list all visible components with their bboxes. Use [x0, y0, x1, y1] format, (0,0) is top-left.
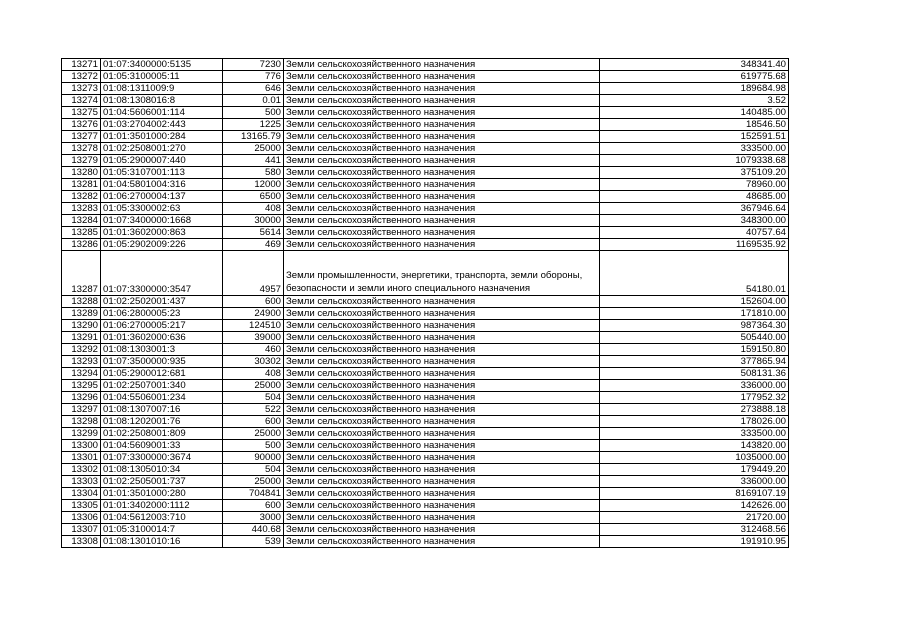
- cadastral-value-cell: 348300.00: [600, 215, 789, 227]
- cadastral-value-cell: 189684.98: [600, 83, 789, 95]
- table-row: [62, 179, 789, 191]
- cadastral-number-cell: 01:08:1303001:3: [101, 344, 223, 356]
- cadastral-value-cell: 140485.00: [600, 107, 789, 119]
- cadastral-number-cell: 01:01:3602000:636: [101, 332, 223, 344]
- row-number-cell: 13305: [62, 500, 101, 512]
- land-category-cell: Земли сельскохозяйственного назначения: [284, 428, 600, 440]
- area-cell: 30302: [223, 356, 284, 368]
- cadastral-number-cell: 01:05:3100014:7: [101, 524, 223, 536]
- area-cell: 408: [223, 203, 284, 215]
- land-category-cell: Земли сельскохозяйственного назначения: [284, 203, 600, 215]
- cadastral-value-cell: 333500.00: [600, 143, 789, 155]
- cadastral-value-cell: 987364.30: [600, 320, 789, 332]
- land-category-cell: Земли сельскохозяйственного назначения: [284, 512, 600, 524]
- cadastral-value-cell: 1079338.68: [600, 155, 789, 167]
- land-category-cell: Земли сельскохозяйственного назначения: [284, 500, 600, 512]
- cadastral-number-cell: 01:01:3402000:1112: [101, 500, 223, 512]
- cadastral-value-cell: 8169107.19: [600, 488, 789, 500]
- row-number-cell: 13281: [62, 179, 101, 191]
- area-cell: 522: [223, 404, 284, 416]
- cadastral-number-cell: 01:02:2507001:340: [101, 380, 223, 392]
- table-row: [62, 83, 789, 95]
- area-cell: 25000: [223, 143, 284, 155]
- row-number-cell: 13291: [62, 332, 101, 344]
- table-row: [62, 191, 789, 203]
- cadastral-number-cell: 01:01:3501000:280: [101, 488, 223, 500]
- land-category-cell: Земли сельскохозяйственного назначения: [284, 368, 600, 380]
- table-row: [62, 356, 789, 368]
- cadastral-value-cell: 191910.95: [600, 536, 789, 548]
- cadastral-number-cell: 01:08:1202001:76: [101, 416, 223, 428]
- land-category-cell: Земли сельскохозяйственного назначения: [284, 440, 600, 452]
- land-category-cell: Земли сельскохозяйственного назначения: [284, 59, 600, 71]
- area-cell: 646: [223, 83, 284, 95]
- land-category-cell: Земли сельскохозяйственного назначения: [284, 167, 600, 179]
- row-number-cell: 13301: [62, 452, 101, 464]
- area-cell: 12000: [223, 179, 284, 191]
- cadastral-value-cell: 1035000.00: [600, 452, 789, 464]
- cadastral-value-cell: 178026.00: [600, 416, 789, 428]
- area-cell: 469: [223, 239, 284, 251]
- table-row: [62, 143, 789, 155]
- row-number-cell: 13275: [62, 107, 101, 119]
- cadastral-number-cell: 01:05:2900012:681: [101, 368, 223, 380]
- table-row: [62, 251, 789, 296]
- row-number-cell: 13299: [62, 428, 101, 440]
- cadastral-value-cell: 177952.32: [600, 392, 789, 404]
- area-cell: 13165.79: [223, 131, 284, 143]
- land-category-cell: Земли сельскохозяйственного назначения: [284, 143, 600, 155]
- row-number-cell: 13284: [62, 215, 101, 227]
- land-category-cell: Земли сельскохозяйственного назначения: [284, 155, 600, 167]
- cadastral-value-cell: 1169535.92: [600, 239, 789, 251]
- table-row: [62, 512, 789, 524]
- cadastral-value-cell: 142626.00: [600, 500, 789, 512]
- land-parcel-table: [61, 58, 789, 548]
- cadastral-value-cell: 375109.20: [600, 167, 789, 179]
- row-number-cell: 13285: [62, 227, 101, 239]
- cadastral-value-cell: 54180.01: [600, 251, 789, 296]
- area-cell: 5614: [223, 227, 284, 239]
- row-number-cell: 13272: [62, 71, 101, 83]
- table-row: [62, 332, 789, 344]
- area-cell: 408: [223, 368, 284, 380]
- cadastral-number-cell: 01:04:5609001:33: [101, 440, 223, 452]
- area-cell: 0.01: [223, 95, 284, 107]
- table-row: [62, 95, 789, 107]
- cadastral-number-cell: 01:06:2800005:23: [101, 308, 223, 320]
- table-row: [62, 524, 789, 536]
- cadastral-number-cell: 01:01:3501000:284: [101, 131, 223, 143]
- cadastral-number-cell: 01:07:3500000:935: [101, 356, 223, 368]
- area-cell: 704841: [223, 488, 284, 500]
- table-row: [62, 239, 789, 251]
- cadastral-value-cell: 21720.00: [600, 512, 789, 524]
- row-number-cell: 13304: [62, 488, 101, 500]
- cadastral-number-cell: 01:05:2900007:440: [101, 155, 223, 167]
- area-cell: 539: [223, 536, 284, 548]
- table-row: [62, 392, 789, 404]
- area-cell: 504: [223, 392, 284, 404]
- area-cell: 441: [223, 155, 284, 167]
- table-row: [62, 368, 789, 380]
- cadastral-number-cell: 01:07:3400000:5135: [101, 59, 223, 71]
- area-cell: 30000: [223, 215, 284, 227]
- area-cell: 600: [223, 296, 284, 308]
- land-category-cell: Земли сельскохозяйственного назначения: [284, 380, 600, 392]
- table-row: [62, 227, 789, 239]
- area-cell: 500: [223, 440, 284, 452]
- cadastral-number-cell: 01:08:1308016:8: [101, 95, 223, 107]
- cadastral-number-cell: 01:07:3300000:3547: [101, 251, 223, 296]
- land-category-cell: Земли сельскохозяйственного назначения: [284, 227, 600, 239]
- row-number-cell: 13306: [62, 512, 101, 524]
- land-category-cell: Земли сельскохозяйственного назначения: [284, 356, 600, 368]
- row-number-cell: 13308: [62, 536, 101, 548]
- cadastral-number-cell: 01:04:5801004:316: [101, 179, 223, 191]
- cadastral-value-cell: 152591.51: [600, 131, 789, 143]
- row-number-cell: 13307: [62, 524, 101, 536]
- area-cell: 460: [223, 344, 284, 356]
- land-category-cell: Земли сельскохозяйственного назначения: [284, 392, 600, 404]
- table-row: [62, 119, 789, 131]
- area-cell: 25000: [223, 380, 284, 392]
- cadastral-number-cell: 01:08:1301010:16: [101, 536, 223, 548]
- land-category-cell: Земли сельскохозяйственного назначения: [284, 476, 600, 488]
- row-number-cell: 13283: [62, 203, 101, 215]
- row-number-cell: 13298: [62, 416, 101, 428]
- area-cell: 776: [223, 71, 284, 83]
- row-number-cell: 13287: [62, 251, 101, 296]
- table-row: [62, 452, 789, 464]
- table-row: [62, 536, 789, 548]
- cadastral-value-cell: 159150.80: [600, 344, 789, 356]
- cadastral-number-cell: 01:05:3300002:63: [101, 203, 223, 215]
- area-cell: 504: [223, 464, 284, 476]
- cadastral-value-cell: 48685.00: [600, 191, 789, 203]
- cadastral-number-cell: 01:08:1307007:16: [101, 404, 223, 416]
- land-category-cell: Земли сельскохозяйственного назначения: [284, 536, 600, 548]
- land-category-cell: Земли сельскохозяйственного назначения: [284, 452, 600, 464]
- cadastral-value-cell: 152604.00: [600, 296, 789, 308]
- row-number-cell: 13290: [62, 320, 101, 332]
- area-cell: 39000: [223, 332, 284, 344]
- row-number-cell: 13289: [62, 308, 101, 320]
- land-category-cell: Земли промышленности, энергетики, транспорта, земли обороны, безопасности и земли иного специального назначения: [284, 251, 600, 296]
- land-category-cell: Земли сельскохозяйственного назначения: [284, 416, 600, 428]
- land-category-cell: Земли сельскохозяйственного назначения: [284, 191, 600, 203]
- row-number-cell: 13297: [62, 404, 101, 416]
- cadastral-number-cell: 01:02:2502001:437: [101, 296, 223, 308]
- cadastral-number-cell: 01:08:1311009:9: [101, 83, 223, 95]
- area-cell: 600: [223, 500, 284, 512]
- table-row: [62, 344, 789, 356]
- row-number-cell: 13278: [62, 143, 101, 155]
- cadastral-value-cell: 3.52: [600, 95, 789, 107]
- area-cell: 4957: [223, 251, 284, 296]
- land-category-cell: Земли сельскохозяйственного назначения: [284, 179, 600, 191]
- cadastral-number-cell: 01:01:3602000:863: [101, 227, 223, 239]
- table-row: [62, 416, 789, 428]
- row-number-cell: 13277: [62, 131, 101, 143]
- cadastral-value-cell: 312468.56: [600, 524, 789, 536]
- area-cell: 25000: [223, 476, 284, 488]
- land-category-cell: Земли сельскохозяйственного назначения: [284, 215, 600, 227]
- row-number-cell: 13292: [62, 344, 101, 356]
- land-category-cell: Земли сельскохозяйственного назначения: [284, 239, 600, 251]
- row-number-cell: 13300: [62, 440, 101, 452]
- table-row: [62, 380, 789, 392]
- area-cell: 600: [223, 416, 284, 428]
- land-category-cell: Земли сельскохозяйственного назначения: [284, 308, 600, 320]
- land-category-cell: Земли сельскохозяйственного назначения: [284, 95, 600, 107]
- cadastral-value-cell: 367946.64: [600, 203, 789, 215]
- area-cell: 500: [223, 107, 284, 119]
- table-row: [62, 320, 789, 332]
- table-row: [62, 308, 789, 320]
- cadastral-value-cell: 143820.00: [600, 440, 789, 452]
- cadastral-number-cell: 01:04:5606001:114: [101, 107, 223, 119]
- land-category-cell: Земли сельскохозяйственного назначения: [284, 107, 600, 119]
- cadastral-number-cell: 01:04:5506001:234: [101, 392, 223, 404]
- area-cell: 440.68: [223, 524, 284, 536]
- cadastral-number-cell: 01:06:2700004:137: [101, 191, 223, 203]
- table-row: [62, 296, 789, 308]
- cadastral-number-cell: 01:03:2704002:443: [101, 119, 223, 131]
- land-category-cell: Земли сельскохозяйственного назначения: [284, 320, 600, 332]
- table-row: [62, 71, 789, 83]
- row-number-cell: 13279: [62, 155, 101, 167]
- land-category-cell: Земли сельскохозяйственного назначения: [284, 296, 600, 308]
- land-category-cell: Земли сельскохозяйственного назначения: [284, 332, 600, 344]
- cadastral-number-cell: 01:06:2700005:217: [101, 320, 223, 332]
- table-row: [62, 155, 789, 167]
- cadastral-value-cell: 336000.00: [600, 476, 789, 488]
- cadastral-number-cell: 01:02:2508001:270: [101, 143, 223, 155]
- cadastral-value-cell: 78960.00: [600, 179, 789, 191]
- table-row: [62, 131, 789, 143]
- area-cell: 124510: [223, 320, 284, 332]
- row-number-cell: 13280: [62, 167, 101, 179]
- cadastral-value-cell: 179449.20: [600, 464, 789, 476]
- table-row: [62, 203, 789, 215]
- area-cell: 90000: [223, 452, 284, 464]
- cadastral-value-cell: 505440.00: [600, 332, 789, 344]
- land-category-cell: Земли сельскохозяйственного назначения: [284, 404, 600, 416]
- land-category-cell: Земли сельскохозяйственного назначения: [284, 71, 600, 83]
- row-number-cell: 13273: [62, 83, 101, 95]
- land-category-cell: Земли сельскохозяйственного назначения: [284, 464, 600, 476]
- row-number-cell: 13303: [62, 476, 101, 488]
- row-number-cell: 13271: [62, 59, 101, 71]
- cadastral-value-cell: 40757.64: [600, 227, 789, 239]
- row-number-cell: 13302: [62, 464, 101, 476]
- cadastral-number-cell: 01:08:1305010:34: [101, 464, 223, 476]
- area-cell: 580: [223, 167, 284, 179]
- cadastral-number-cell: 01:07:3400000:1668: [101, 215, 223, 227]
- cadastral-value-cell: 333500.00: [600, 428, 789, 440]
- row-number-cell: 13286: [62, 239, 101, 251]
- table-row: [62, 500, 789, 512]
- row-number-cell: 13294: [62, 368, 101, 380]
- land-category-cell: Земли сельскохозяйственного назначения: [284, 83, 600, 95]
- table-row: [62, 107, 789, 119]
- table-row: [62, 440, 789, 452]
- area-cell: 1225: [223, 119, 284, 131]
- cadastral-value-cell: 171810.00: [600, 308, 789, 320]
- cadastral-number-cell: 01:02:2505001:737: [101, 476, 223, 488]
- table-row: [62, 215, 789, 227]
- cadastral-number-cell: 01:05:3100005:11: [101, 71, 223, 83]
- table-row: [62, 488, 789, 500]
- row-number-cell: 13282: [62, 191, 101, 203]
- cadastral-value-cell: 336000.00: [600, 380, 789, 392]
- cadastral-value-cell: 273888.18: [600, 404, 789, 416]
- row-number-cell: 13295: [62, 380, 101, 392]
- table-body: [62, 59, 789, 548]
- cadastral-number-cell: 01:05:3107001:113: [101, 167, 223, 179]
- area-cell: 24900: [223, 308, 284, 320]
- land-category-cell: Земли сельскохозяйственного назначения: [284, 119, 600, 131]
- row-number-cell: 13296: [62, 392, 101, 404]
- area-cell: 6500: [223, 191, 284, 203]
- land-category-cell: Земли сельскохозяйственного назначения: [284, 131, 600, 143]
- land-category-cell: Земли сельскохозяйственного назначения: [284, 524, 600, 536]
- land-category-cell: Земли сельскохозяйственного назначения: [284, 488, 600, 500]
- table-row: [62, 476, 789, 488]
- row-number-cell: 13293: [62, 356, 101, 368]
- cadastral-number-cell: 01:02:2508001:809: [101, 428, 223, 440]
- table-row: [62, 464, 789, 476]
- row-number-cell: 13288: [62, 296, 101, 308]
- area-cell: 3000: [223, 512, 284, 524]
- cadastral-value-cell: 619775.68: [600, 71, 789, 83]
- cadastral-number-cell: 01:04:5612003:710: [101, 512, 223, 524]
- cadastral-number-cell: 01:07:3300000:3674: [101, 452, 223, 464]
- table-row: [62, 428, 789, 440]
- table-row: [62, 167, 789, 179]
- cadastral-value-cell: 508131.36: [600, 368, 789, 380]
- cadastral-value-cell: 377865.94: [600, 356, 789, 368]
- row-number-cell: 13274: [62, 95, 101, 107]
- land-category-cell: Земли сельскохозяйственного назначения: [284, 344, 600, 356]
- table-row: [62, 404, 789, 416]
- cadastral-value-cell: 18546.50: [600, 119, 789, 131]
- table-row: [62, 59, 789, 71]
- cadastral-value-cell: 348341.40: [600, 59, 789, 71]
- area-cell: 25000: [223, 428, 284, 440]
- area-cell: 7230: [223, 59, 284, 71]
- cadastral-number-cell: 01:05:2902009:226: [101, 239, 223, 251]
- row-number-cell: 13276: [62, 119, 101, 131]
